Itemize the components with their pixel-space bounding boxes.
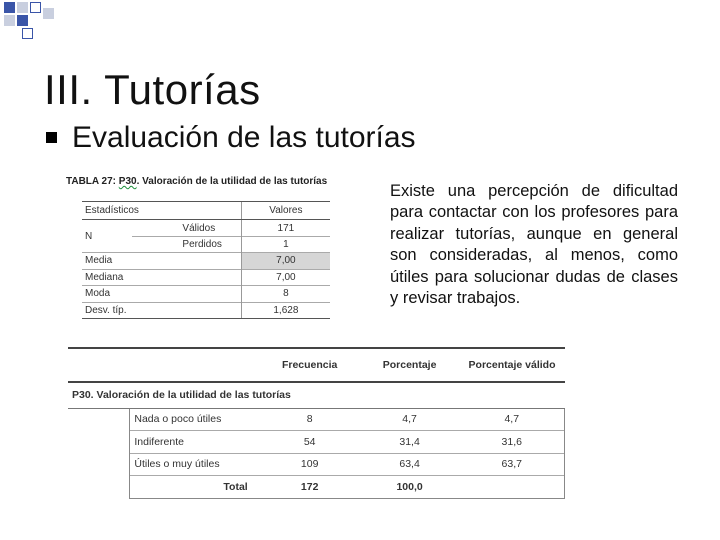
total-frequency: 172 — [260, 476, 360, 499]
table-header-row — [68, 348, 565, 382]
table-row — [82, 220, 330, 236]
table-row — [82, 286, 330, 302]
row-percentage: 31,4 — [360, 431, 460, 454]
description-text: Existe una percepción de dificultad para contactar con los profesores para realizar tutorías, aunque en general son consideradas, al menos, como útiles para solucionar dudas de clases y revisar trabajos. — [390, 182, 678, 308]
row-valid-percentage: 4,7 — [460, 408, 565, 431]
table1-caption — [66, 176, 327, 187]
slide-title: III. Tutorías — [44, 66, 261, 113]
total-percentage: 100,0 — [360, 476, 460, 499]
table-row — [68, 431, 565, 454]
row-label: Desv. típ. — [82, 302, 241, 319]
header-percentage: Porcentaje — [360, 348, 460, 382]
row-valid-percentage: 63,7 — [460, 453, 565, 476]
table1-caption-rest: . Valoración de la utilidad de las tutorías — [136, 176, 328, 187]
slide-subtitle: Evaluación de las tutorías — [72, 121, 416, 154]
statistics-table — [82, 201, 330, 319]
row-label: Perdidos — [132, 236, 241, 252]
table-section-row — [68, 382, 565, 408]
row-label: Válidos — [182, 222, 216, 234]
corner-decoration — [0, 0, 60, 45]
row-percentage: 4,7 — [360, 408, 460, 431]
row-percentage: 63,4 — [360, 453, 460, 476]
row-value: 7,00 — [241, 253, 330, 269]
table1-caption-prefix: TABLA 27: — [66, 176, 116, 187]
row-frequency: 8 — [260, 408, 360, 431]
table-row — [68, 408, 565, 431]
row-label: Nada o poco útiles — [130, 408, 260, 431]
table-row — [82, 269, 330, 285]
bullet-square-icon — [46, 132, 57, 143]
table-row — [82, 253, 330, 269]
table-row — [68, 453, 565, 476]
header-frequency: Frecuencia — [260, 348, 360, 382]
n-label: N — [85, 230, 93, 242]
row-value: 171 — [241, 220, 330, 236]
table-header-row — [82, 202, 330, 220]
row-label: Mediana — [82, 269, 241, 285]
row-value: 1 — [241, 236, 330, 252]
table-row — [82, 302, 330, 319]
total-label: Total — [130, 476, 260, 499]
row-value: 1,628 — [241, 302, 330, 319]
row-frequency: 109 — [260, 453, 360, 476]
section-title: P30. Valoración de la utilidad de las tutorías — [68, 382, 565, 408]
table1-caption-ref: P30 — [118, 176, 137, 187]
row-valid-percentage: 31,6 — [460, 431, 565, 454]
row-value: 7,00 — [241, 269, 330, 285]
row-label: Media — [82, 253, 241, 269]
header-valid-percentage: Porcentaje válido — [460, 348, 565, 382]
frequency-table — [68, 347, 565, 499]
row-label: Útiles o muy útiles — [130, 453, 260, 476]
header-statistics: Estadísticos — [82, 202, 241, 220]
table-total-row — [68, 476, 565, 499]
header-values: Valores — [241, 202, 330, 220]
row-label: Indiferente — [130, 431, 260, 454]
row-label: Moda — [82, 286, 241, 302]
row-value: 8 — [241, 286, 330, 302]
row-frequency: 54 — [260, 431, 360, 454]
